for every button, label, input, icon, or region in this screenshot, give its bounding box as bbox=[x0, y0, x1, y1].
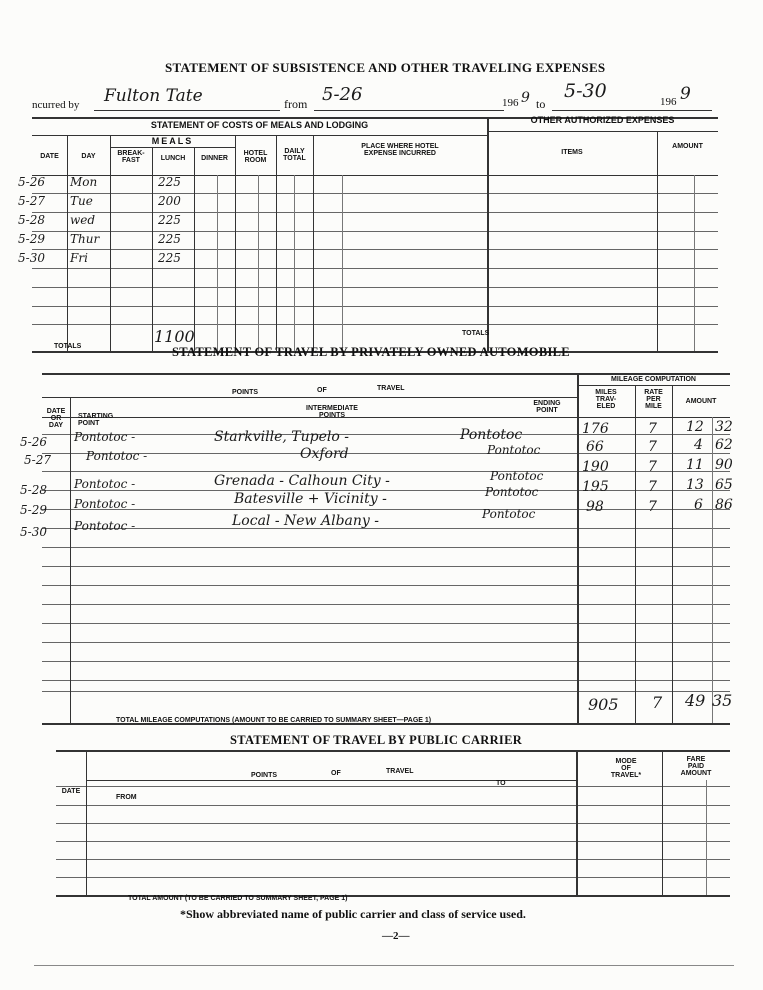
to-label: to bbox=[536, 97, 546, 111]
meals-header-lunch: LUNCH bbox=[160, 155, 186, 162]
auto-total-miles: 905 bbox=[588, 695, 619, 714]
other-header-amount: AMOUNT bbox=[672, 143, 703, 150]
auto-row-miles: 66 bbox=[586, 439, 604, 455]
auto-row-amount-cents: 90 bbox=[715, 457, 733, 473]
auto-row-miles: 98 bbox=[586, 499, 604, 515]
auto-travel-table bbox=[20, 373, 733, 725]
auto-row-date: 5-29 bbox=[20, 503, 47, 517]
meal-row-day: Tue bbox=[70, 194, 93, 208]
auto-total-amount-dollars: 49 bbox=[685, 691, 706, 710]
auto-header-points: POINTS bbox=[232, 389, 259, 396]
meal-row-day: Fri bbox=[70, 251, 88, 265]
incurred-by-value: Fulton Tate bbox=[104, 86, 203, 106]
meals-lodging-table bbox=[18, 115, 718, 353]
meals-totals-label: TOTALS bbox=[54, 343, 82, 350]
auto-total-amount-cents: 35 bbox=[712, 691, 733, 710]
meals-header-breakfast: BREAK- FAST bbox=[117, 150, 145, 164]
incurred-by-line bbox=[32, 80, 732, 114]
carrier-header-mode: MODE OF TRAVEL* bbox=[610, 758, 642, 779]
carrier-footer: TOTAL AMOUNT (TO BE CARRIED TO SUMMARY SHEET, PAGE 1) bbox=[128, 895, 348, 902]
meal-row-date: 5-29 bbox=[18, 232, 45, 246]
year-label-2: 196 bbox=[660, 96, 677, 108]
carrier-header-to: TO bbox=[496, 780, 506, 787]
auto-row-date: 5-27 bbox=[24, 453, 51, 467]
meals-header-dinner: DINNER bbox=[201, 155, 228, 162]
meal-row-day: Thur bbox=[70, 232, 100, 246]
auto-row-amount-dollars: 4 bbox=[694, 437, 703, 453]
auto-header-of: OF bbox=[317, 387, 327, 394]
auto-row-amount-cents: 65 bbox=[715, 477, 733, 493]
auto-row-start: Pontotoc - bbox=[74, 477, 136, 491]
meals-header-hotel-room: HOTEL ROOM bbox=[243, 150, 268, 164]
auto-row-amount-cents: 32 bbox=[715, 419, 733, 435]
auto-row-amount-dollars: 6 bbox=[694, 497, 703, 513]
meals-header-date: DATE bbox=[40, 153, 59, 160]
meal-row-lunch: 225 bbox=[158, 213, 181, 227]
auto-row-end: Pontotoc bbox=[460, 427, 523, 443]
auto-header-miles: MILES TRAV- ELED bbox=[595, 389, 617, 410]
auto-row-amount-dollars: 13 bbox=[686, 477, 704, 493]
auto-row-intermediate: Local - New Albany - bbox=[232, 513, 379, 529]
meal-row-date: 5-26 bbox=[18, 175, 45, 189]
meal-row-date: 5-30 bbox=[18, 251, 45, 265]
meal-row-lunch: 225 bbox=[158, 232, 181, 246]
carrier-header-date: DATE bbox=[61, 788, 81, 795]
auto-row-miles: 195 bbox=[582, 479, 609, 495]
page-title: STATEMENT OF SUBSISTENCE AND OTHER TRAVELING EXPENSES bbox=[165, 60, 606, 75]
auto-header-travel: TRAVEL bbox=[377, 385, 405, 392]
carrier-header-travel: TRAVEL bbox=[386, 768, 414, 775]
auto-row-end: Pontotoc bbox=[487, 443, 541, 457]
auto-header-amount: AMOUNT bbox=[685, 398, 717, 405]
carrier-header-of: OF bbox=[331, 770, 341, 777]
meal-row-lunch: 225 bbox=[158, 175, 181, 189]
auto-row-rate: 7 bbox=[648, 479, 657, 495]
meal-row-lunch: 200 bbox=[158, 194, 181, 208]
auto-row-rate: 7 bbox=[648, 499, 657, 515]
auto-row-amount-cents: 86 bbox=[715, 497, 733, 513]
carrier-header-fare: FARE PAID AMOUNT bbox=[680, 756, 712, 777]
auto-row-rate: 7 bbox=[648, 459, 657, 475]
auto-row-date: 5-30 bbox=[20, 525, 47, 539]
meals-header-place: PLACE WHERE HOTEL EXPENSE INCURRED bbox=[361, 143, 439, 157]
auto-header-start: STARTING POINT bbox=[78, 413, 114, 427]
meal-row-lunch: 225 bbox=[158, 251, 181, 265]
meal-row-date: 5-27 bbox=[18, 194, 45, 208]
auto-row-start: Pontotoc - bbox=[74, 519, 136, 533]
meals-header-meals: MEALS bbox=[151, 136, 194, 146]
from-value: 5-26 bbox=[322, 84, 363, 105]
auto-row-end: Pontotoc bbox=[485, 485, 539, 499]
auto-row-date: 5-26 bbox=[20, 435, 47, 449]
page-number: —2— bbox=[382, 930, 410, 942]
auto-header-intermediate: INTERMEDIATE POINTS bbox=[306, 405, 358, 419]
year-value-2: 9 bbox=[680, 84, 691, 104]
auto-header-end: ENDING POINT bbox=[533, 400, 561, 414]
meals-header-day: DAY bbox=[81, 153, 96, 160]
auto-row-start: Pontotoc - bbox=[86, 449, 148, 463]
meals-section-title: STATEMENT OF COSTS OF MEALS AND LODGING bbox=[150, 120, 369, 130]
auto-row-amount-cents: 62 bbox=[715, 437, 733, 453]
auto-total-rate: 7 bbox=[652, 693, 663, 712]
meal-row-date: 5-28 bbox=[18, 213, 45, 227]
auto-footer: TOTAL MILEAGE COMPUTATIONS (AMOUNT TO BE CARRIED TO SUMMARY SHEET—PAGE 1) bbox=[116, 717, 432, 724]
auto-row-amount-dollars: 12 bbox=[686, 419, 704, 435]
meal-row-day: wed bbox=[70, 213, 96, 227]
auto-row-intermediate: Grenada - Calhoun City - bbox=[214, 473, 390, 489]
auto-row-end: Pontotoc bbox=[490, 469, 544, 483]
carrier-section-title: STATEMENT OF TRAVEL BY PUBLIC CARRIER bbox=[230, 733, 523, 747]
auto-row-miles: 190 bbox=[582, 459, 609, 475]
meals-header-daily-total: DAILY TOTAL bbox=[283, 148, 306, 162]
auto-row-start: Pontotoc - bbox=[74, 430, 136, 444]
incurred-by-label: ncurred by bbox=[32, 99, 80, 111]
auto-row-end: Pontotoc bbox=[482, 507, 536, 521]
meals-lunch-total: 1100 bbox=[154, 327, 195, 346]
auto-header-date: DATE OR DAY bbox=[46, 408, 66, 429]
auto-row-rate: 7 bbox=[648, 421, 657, 437]
auto-row-rate: 7 bbox=[648, 439, 657, 455]
public-carrier-table bbox=[56, 750, 730, 900]
to-value: 5-30 bbox=[564, 80, 607, 102]
carrier-header-from: FROM bbox=[116, 794, 137, 801]
carrier-note: *Show abbreviated name of public carrier and class of service used. bbox=[180, 907, 526, 921]
carrier-header-points: POINTS bbox=[251, 772, 278, 779]
other-header-items: ITEMS bbox=[561, 149, 583, 156]
auto-section-title: STATEMENT OF TRAVEL BY PRIVATELY OWNED AUTOMOBILE bbox=[172, 345, 570, 359]
auto-row-start: Pontotoc - bbox=[74, 497, 136, 511]
from-label: from bbox=[284, 97, 308, 111]
auto-row-miles: 176 bbox=[582, 421, 609, 437]
other-totals-label: TOTALS bbox=[462, 330, 490, 337]
auto-row-intermediate: Starkville, Tupelo - bbox=[214, 429, 349, 445]
auto-row-date: 5-28 bbox=[20, 483, 47, 497]
auto-header-mileage: MILEAGE COMPUTATION bbox=[611, 376, 696, 383]
other-expenses-title: OTHER AUTHORIZED EXPENSES bbox=[530, 115, 675, 125]
auto-row-intermediate: Batesville + Vicinity - bbox=[234, 491, 387, 507]
auto-row-intermediate: Oxford bbox=[300, 446, 349, 462]
auto-row-amount-dollars: 11 bbox=[686, 457, 704, 473]
year-value-1: 9 bbox=[521, 90, 530, 106]
auto-header-rate: RATE PER MILE bbox=[644, 389, 663, 410]
meal-row-day: Mon bbox=[70, 175, 98, 189]
year-label-1: 196 bbox=[502, 97, 519, 109]
